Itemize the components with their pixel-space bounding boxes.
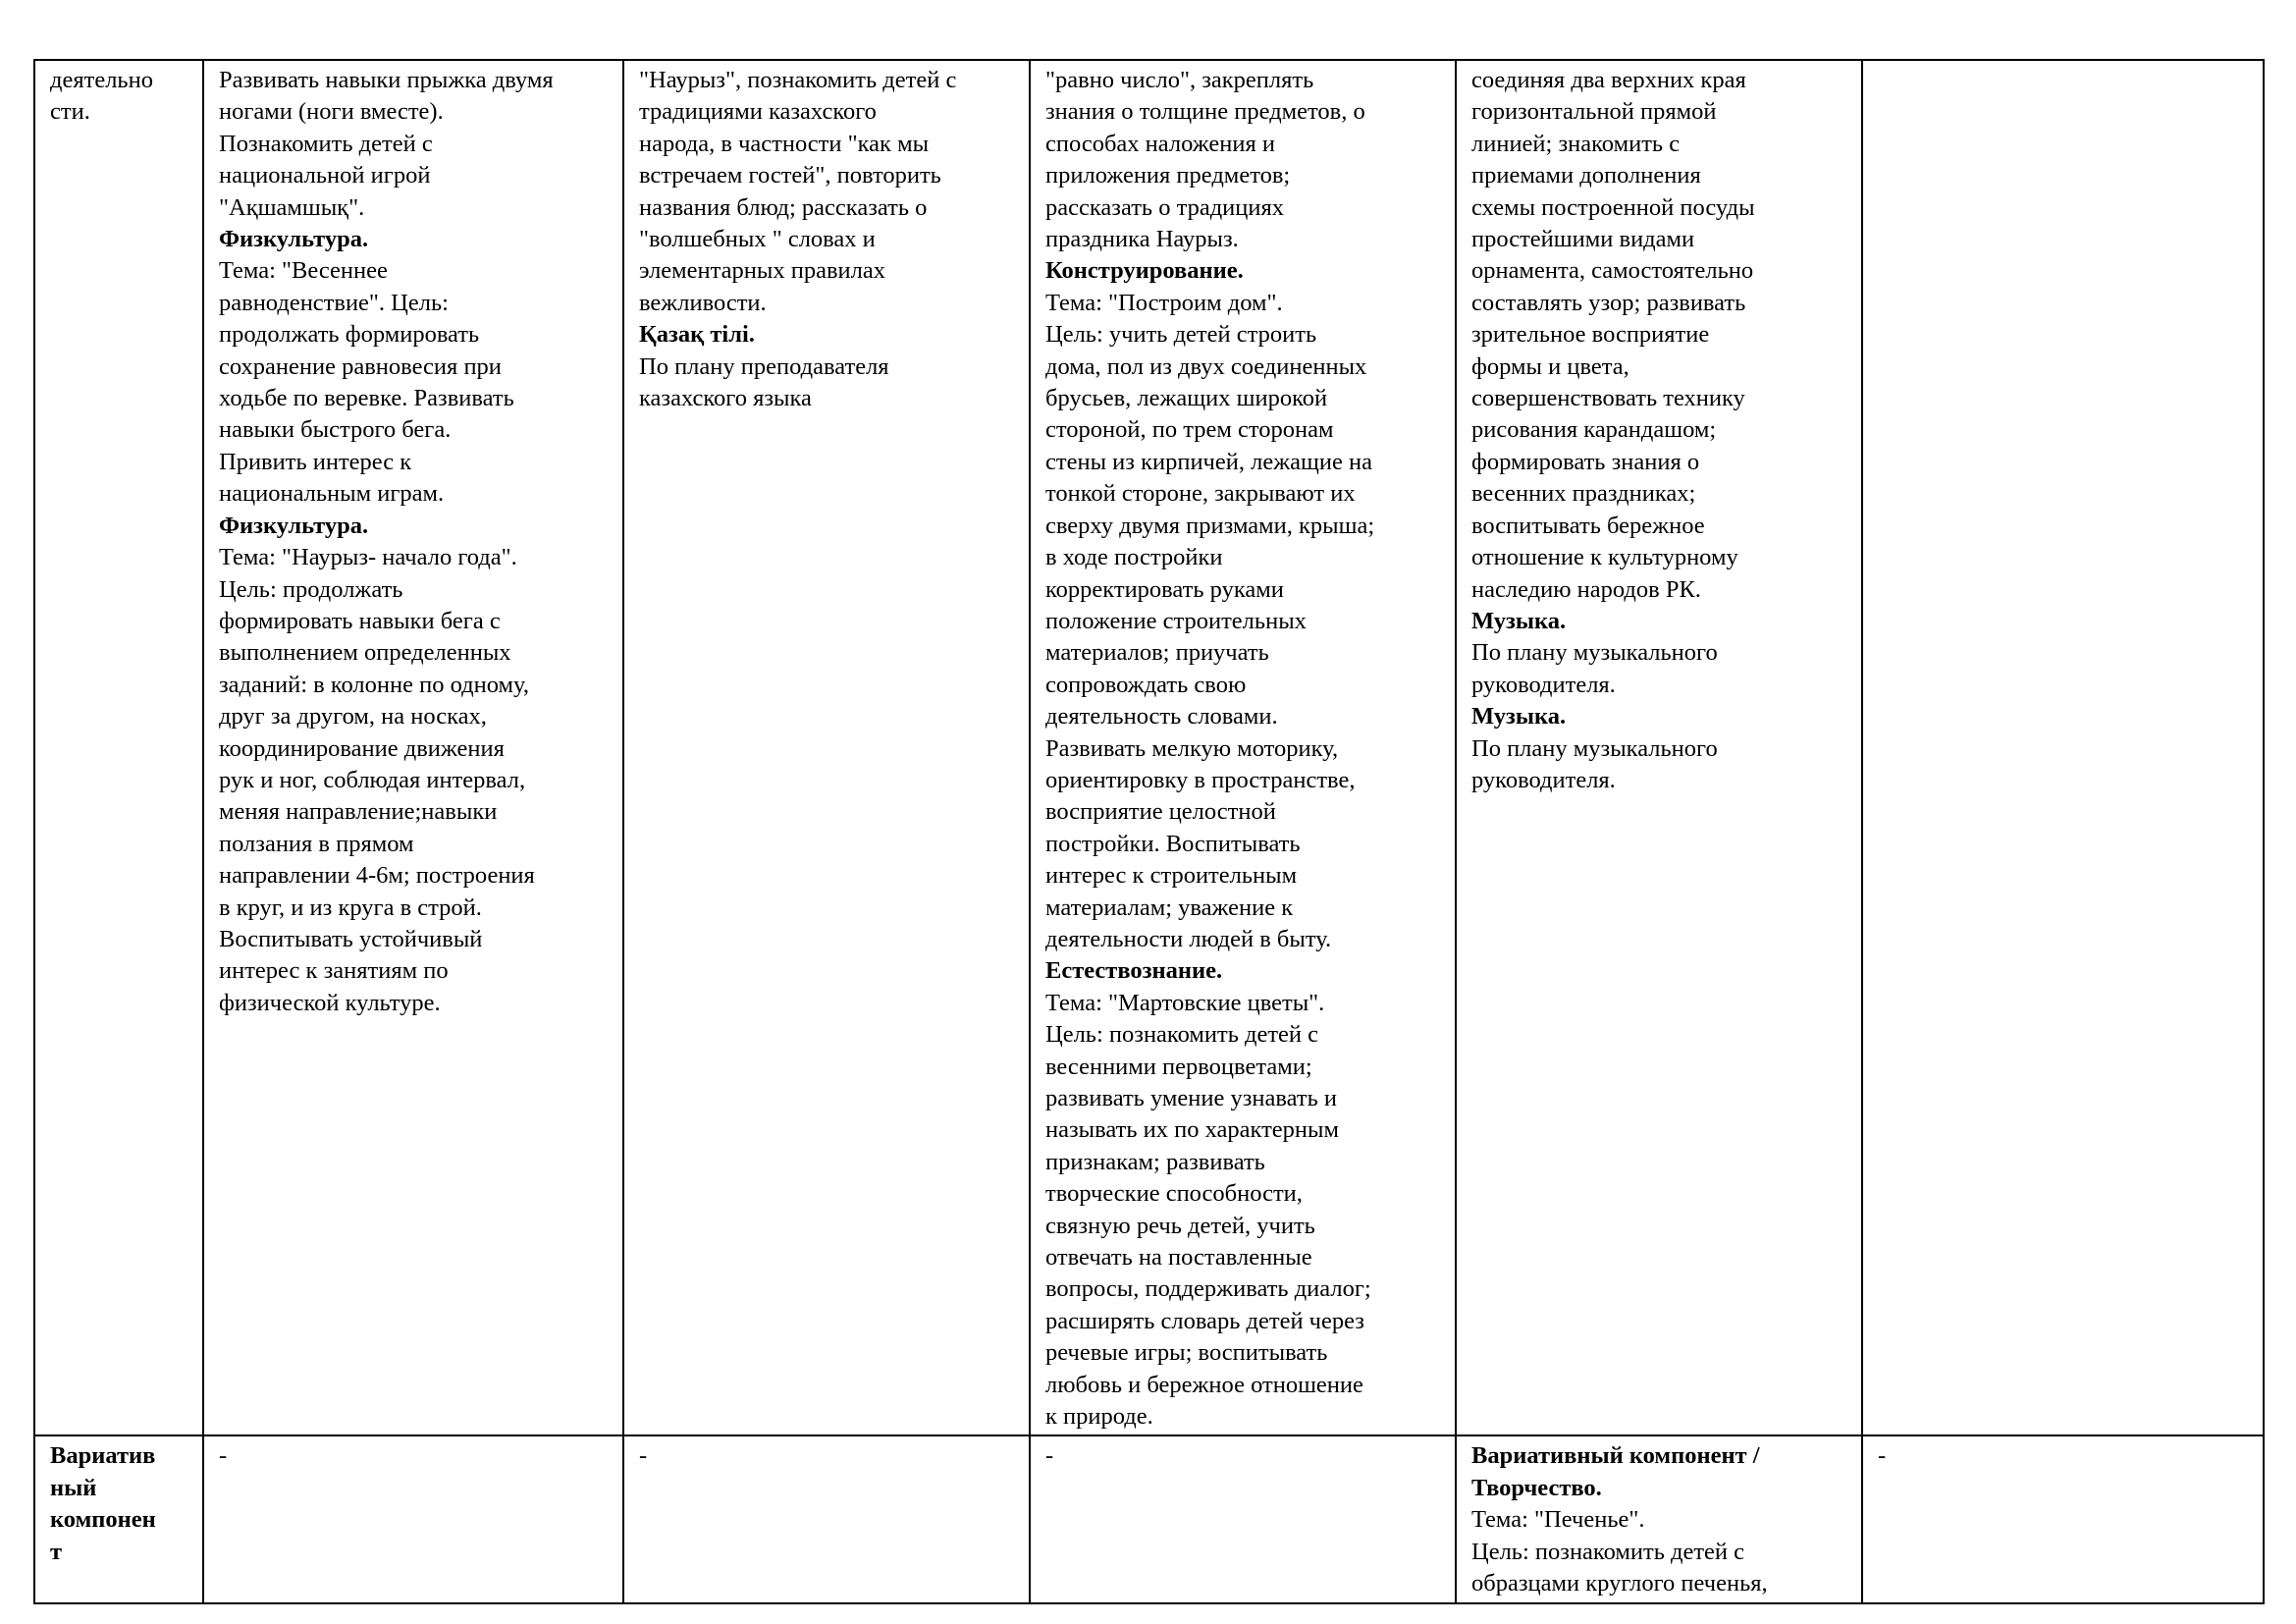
cell-text-line: соединяя два верхних края: [1471, 67, 1746, 93]
cell-text-line: горизонтальной прямой: [1471, 98, 1717, 126]
row-label-cell: [34, 1435, 203, 1602]
subject-heading: Қазақ тілі.: [639, 321, 755, 349]
cell-text-line: Цель: продолжать: [219, 575, 403, 603]
cell-text-line: сверху двумя призмами, крыша;: [1045, 512, 1375, 539]
cell-text-line: Тема: "Мартовские цветы".: [1045, 989, 1325, 1016]
cell-text-line: зрительное восприятие: [1471, 321, 1710, 349]
cell-text-line: орнамента, самостоятельно: [1471, 257, 1754, 285]
cell-text-line: ногами (ноги вместе).: [219, 98, 444, 126]
subject-heading: Естествознание.: [1045, 957, 1223, 985]
cell-text-line: образцами круглого печенья,: [1471, 1570, 1768, 1597]
cell-text-line: интерес к занятиям по: [219, 957, 449, 985]
cell-text-line: Цель: познакомить детей с: [1471, 1538, 1745, 1565]
tuesday-cell: [623, 60, 1030, 1435]
cell-text-line: меняя направление;навыки: [219, 798, 498, 826]
cell-text-line: -: [639, 1442, 648, 1470]
cell-text-line: По плану музыкального: [1471, 639, 1718, 667]
cell-text-line: встречаем гостей", повторить: [639, 162, 941, 189]
cell-text-line: знания о толщине предметов, о: [1045, 98, 1365, 126]
cell-text-line: весенними первоцветами;: [1045, 1053, 1312, 1080]
wednesday-cell: [1030, 60, 1456, 1435]
cell-text-line: "волшебных " словах и: [639, 226, 876, 253]
cell-text-line: весенних праздниках;: [1471, 480, 1696, 508]
cell-text-line: Тема: "Наурыз- начало года".: [219, 544, 517, 571]
cell-text-line: приемами дополнения: [1471, 162, 1701, 189]
cell-text-line: линией; знакомить с: [1471, 130, 1681, 157]
cell-text-line: деятельности людей в быту.: [1045, 925, 1332, 952]
cell-text-line: Цель: познакомить детей с: [1045, 1021, 1319, 1049]
cell-text-line: постройки. Воспитывать: [1045, 830, 1301, 857]
cell-text-line: дома, пол из двух соединенных: [1045, 352, 1367, 380]
friday-cell: [1862, 60, 2264, 1435]
cell-text-line: равноденствие". Цель:: [219, 289, 449, 316]
cell-text-line: ходьбе по веревке. Развивать: [219, 385, 514, 412]
cell-text-line: -: [219, 1442, 228, 1470]
cell-text-line: направлении 4-6м; построения: [219, 862, 535, 890]
cell-text-line: элементарных правилах: [639, 257, 886, 285]
thursday-cell: [1456, 60, 1862, 1435]
cell-text-line: рассказать о традициях: [1045, 193, 1285, 221]
cell-text-line: руководителя.: [1471, 671, 1616, 698]
subject-heading: Музыка.: [1471, 607, 1567, 634]
cell-text-line: любовь и бережное отношение: [1045, 1371, 1363, 1398]
cell-text-line: -: [1045, 1442, 1054, 1470]
cell-text-line: совершенствовать технику: [1471, 385, 1745, 412]
cell-text-line: в круг, и из круга в строй.: [219, 893, 482, 921]
thursday-cell: [1456, 1435, 1862, 1602]
cell-text-line: сохранение равновесия при: [219, 352, 502, 380]
cell-text-line: корректировать руками: [1045, 575, 1284, 603]
cell-text-line: праздника Наурыз.: [1045, 226, 1239, 253]
cell-text-line: восприятие целостной: [1045, 798, 1276, 826]
row-label-line: Вариатив: [50, 1442, 156, 1470]
cell-text-line: "Ақшамшық".: [219, 193, 365, 221]
cell-text-line: в ходе постройки: [1045, 544, 1223, 571]
cell-text-line: расширять словарь детей через: [1045, 1307, 1364, 1334]
cell-text-line: традициями казахского: [639, 98, 877, 126]
cell-text-line: рук и ног, соблюдая интервал,: [219, 766, 526, 793]
cell-text-line: сопровождать свою: [1045, 671, 1247, 698]
cell-text-line: Привить интерес к: [219, 448, 412, 475]
cell-text-line: материалов; приучать: [1045, 639, 1269, 667]
cell-text-line: Развивать навыки прыжка двумя: [219, 67, 554, 93]
cell-text-line: По плану преподавателя: [639, 352, 889, 380]
cell-text-line: стены из кирпичей, лежащие на: [1045, 448, 1372, 475]
monday-cell: [203, 60, 623, 1435]
cell-text-line: способах наложения и: [1045, 130, 1275, 157]
cell-text-line: национальным играм.: [219, 480, 445, 508]
cell-text-line: Воспитывать устойчивый: [219, 925, 483, 952]
cell-text-line: составлять узор; развивать: [1471, 289, 1746, 316]
cell-text-line: отношение к культурному: [1471, 544, 1738, 571]
cell-text-line: положение строительных: [1045, 607, 1307, 634]
wednesday-cell: [1030, 1435, 1456, 1602]
row-label-line: сти.: [50, 98, 90, 126]
cell-text-line: брусьев, лежащих широкой: [1045, 385, 1328, 412]
cell-text-line: рисования карандашом;: [1471, 416, 1717, 444]
cell-text-line: названия блюд; рассказать о: [639, 193, 928, 221]
cell-text-line: развивать умение узнавать и: [1045, 1085, 1338, 1111]
cell-text-line: называть их по характерным: [1045, 1116, 1340, 1144]
subject-heading: Музыка.: [1471, 703, 1567, 731]
cell-text-line: интерес к строительным: [1045, 862, 1298, 890]
cell-text-line: "Наурыз", познакомить детей с: [639, 67, 957, 93]
cell-text-line: руководителя.: [1471, 766, 1616, 793]
cell-text-line: народа, в частности "как мы: [639, 130, 930, 157]
cell-text-line: продолжать формировать: [219, 321, 480, 349]
cell-text-line: Развивать мелкую моторику,: [1045, 734, 1339, 762]
cell-text-line: Познакомить детей с: [219, 130, 433, 157]
friday-cell: [1862, 1435, 2264, 1602]
cell-text-line: "равно число", закреплять: [1045, 67, 1314, 93]
subject-heading: Физкультура.: [219, 512, 369, 539]
subject-heading: Конструирование.: [1045, 257, 1244, 285]
subject-heading: Физкультура.: [219, 226, 369, 253]
cell-text-line: признакам; развивать: [1045, 1148, 1265, 1175]
cell-text-line: выполнением определенных: [219, 639, 511, 667]
cell-text-line: Тема: "Построим дом".: [1045, 289, 1283, 316]
tuesday-cell: [623, 1435, 1030, 1602]
cell-text-line: стороной, по трем сторонам: [1045, 416, 1334, 444]
subject-heading: Вариативный компонент /: [1471, 1442, 1760, 1470]
table-row-activities: [34, 60, 2264, 1435]
cell-text-line: физической культуре.: [219, 989, 441, 1016]
cell-text-line: приложения предметов;: [1045, 162, 1291, 189]
cell-text-line: -: [1878, 1442, 1887, 1470]
row-label-line: компонен: [50, 1506, 156, 1534]
row-label-cell: [34, 60, 203, 1435]
row-label-line: т: [50, 1538, 63, 1565]
cell-text-line: схемы построенной посуды: [1471, 193, 1755, 221]
lesson-plan-table: [33, 59, 2265, 1604]
cell-text-line: тонкой стороне, закрывают их: [1045, 480, 1356, 508]
cell-text-line: воспитывать бережное: [1471, 512, 1705, 539]
cell-text-line: формировать навыки бега с: [219, 607, 501, 634]
monday-cell: [203, 1435, 623, 1602]
cell-text-line: к природе.: [1045, 1403, 1153, 1431]
cell-text-line: связную речь детей, учить: [1045, 1212, 1315, 1239]
cell-text-line: творческие способности,: [1045, 1180, 1303, 1208]
cell-text-line: навыки быстрого бега.: [219, 416, 452, 444]
table-row-variative: [34, 1435, 2264, 1602]
cell-text-line: друг за другом, на носках,: [219, 703, 487, 731]
cell-text-line: деятельность словами.: [1045, 703, 1278, 731]
cell-text-line: По плану музыкального: [1471, 734, 1718, 762]
cell-text-line: вежливости.: [639, 289, 767, 316]
cell-text-line: национальной игрой: [219, 162, 431, 189]
cell-text-line: материалам; уважение к: [1045, 893, 1294, 921]
cell-text-line: формы и цвета,: [1471, 352, 1629, 380]
row-label-line: деятельно: [50, 67, 153, 93]
cell-text-line: ползания в прямом: [219, 830, 414, 857]
cell-text-line: Цель: учить детей строить: [1045, 321, 1317, 349]
cell-text-line: координирование движения: [219, 734, 505, 762]
row-label-line: ный: [50, 1474, 97, 1501]
cell-text-line: ориентировку в пространстве,: [1045, 766, 1356, 793]
cell-text-line: вопросы, поддерживать диалог;: [1045, 1275, 1371, 1303]
cell-text-line: заданий: в колонне по одному,: [219, 671, 529, 698]
cell-text-line: наследию народов РК.: [1471, 575, 1701, 603]
cell-text-line: казахского языка: [639, 385, 812, 412]
cell-text-line: простейшими видами: [1471, 226, 1695, 253]
cell-text-line: Тема: "Весеннее: [219, 257, 388, 285]
cell-text-line: речевые игры; воспитывать: [1045, 1339, 1328, 1367]
cell-text-line: Тема: "Печенье".: [1471, 1506, 1645, 1534]
cell-text-line: формировать знания о: [1471, 448, 1700, 475]
subject-heading: Творчество.: [1471, 1474, 1602, 1501]
cell-text-line: отвечать на поставленные: [1045, 1244, 1312, 1272]
